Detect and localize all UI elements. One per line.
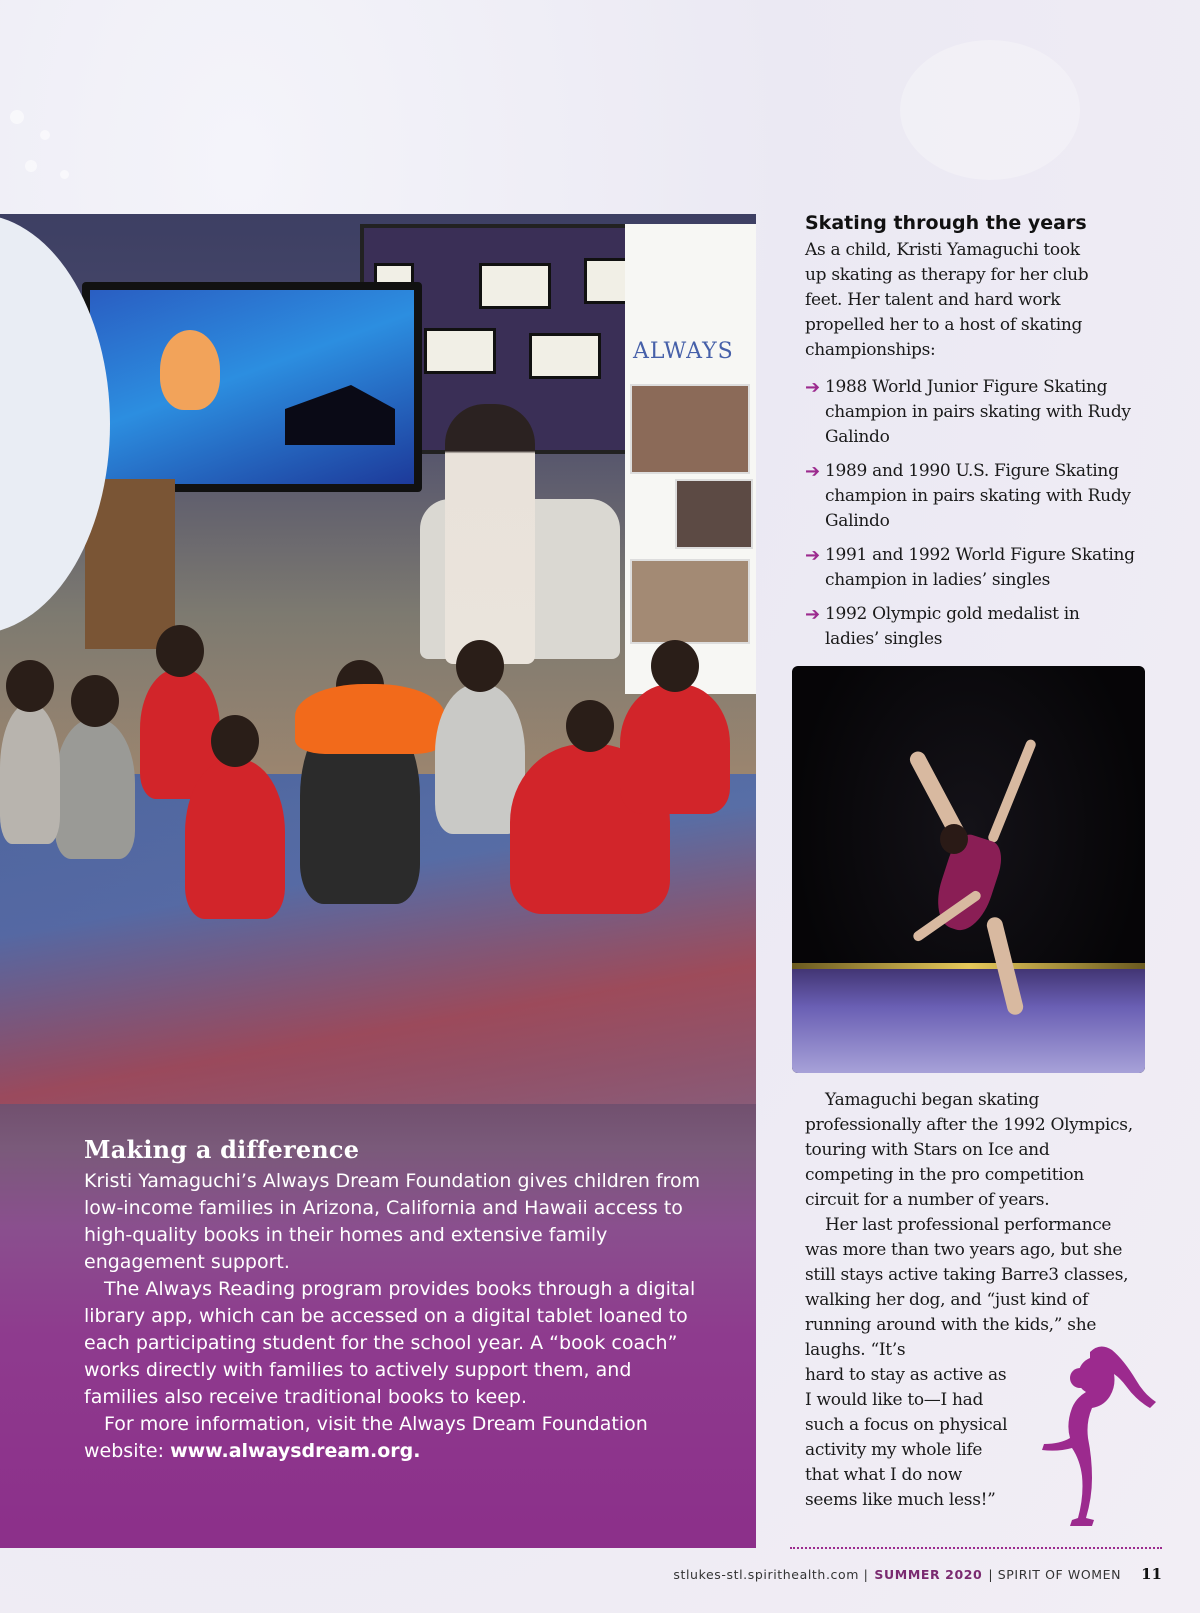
arrow-right-icon: ➔ — [805, 604, 820, 625]
piano-graphic — [285, 385, 395, 445]
sidebar-intro: As a child, Kristi Yamaguchi took up skating as therapy for her club feet. Her talent and hard work propelled her to a host of skating championships: — [805, 240, 1089, 360]
background-bokeh — [900, 40, 1080, 180]
making-difference-section — [84, 1135, 704, 1465]
background-bokeh — [10, 110, 24, 124]
paragraph: For more information, visit the Always Dream Foundation website: www.alwaysdream.org. — [84, 1413, 648, 1462]
foundation-website-link[interactable]: www.alwaysdream.org. — [170, 1440, 421, 1462]
paragraph: The Always Reading program provides books through a digital library app, which can be accessed on a digital tablet loaned to each participating student for the school year. A “book coach” works directly with families to actively support them, and families also receive traditional books to keep. — [84, 1278, 696, 1408]
list-item: ➔ 1989 and 1990 U.S. Figure Skating champion in pairs skating with Rudy Galindo — [805, 461, 1131, 531]
child-figure — [620, 684, 730, 814]
paragraph: Kristi Yamaguchi’s Always Dream Foundation gives children from low-income families in Arizona, California and Hawaii access to high-quality books in their homes and extensive family engagement support. — [84, 1170, 701, 1273]
section-body — [84, 1168, 704, 1465]
paragraph: Her last professional performance was more than two years ago, but she still stays active taking Barre3 classes, walking her dog, and “just kind of running around with the kids,” she laughs. “It’s — [805, 1215, 1129, 1360]
list-item: ➔ 1992 Olympic gold medalist in ladies’ singles — [805, 604, 1080, 649]
section-heading: Making a difference — [84, 1135, 360, 1164]
list-item: ➔ 1991 and 1992 World Figure Skating champion in ladies’ singles — [805, 545, 1135, 590]
footer-site: stlukes-stl.spirithealth.com | — [673, 1567, 869, 1582]
championship-list — [805, 375, 1135, 661]
foundation-banner — [625, 224, 756, 694]
arrow-right-icon: ➔ — [805, 461, 820, 482]
banner-word: ALWAYS — [633, 339, 734, 364]
reader-figure — [445, 404, 535, 664]
background-bokeh — [40, 130, 50, 140]
skater-silhouette-icon — [1020, 1340, 1170, 1550]
cartoon-cat — [160, 330, 220, 410]
child-figure — [295, 684, 445, 754]
child-figure — [0, 704, 60, 844]
skater-photo — [792, 666, 1145, 1073]
child-figure — [185, 759, 285, 919]
paragraph-continued: hard to stay as active as I would like to—I had such a focus on physical activity my whole life that what I do now seems like much less!” — [805, 1365, 1008, 1510]
page-number: 11 — [1141, 1565, 1162, 1583]
child-figure — [55, 719, 135, 859]
background-bokeh — [60, 170, 69, 179]
footer-divider — [790, 1547, 1162, 1549]
ice-surface — [792, 963, 1145, 1073]
tv-screen — [82, 282, 422, 492]
paragraph: Yamaguchi began skating professionally after the 1992 Olympics, touring with Stars on Ice and competing in the pro competition circuit for a number of years. — [805, 1090, 1133, 1210]
list-item: ➔ 1988 World Junior Figure Skating champion in pairs skating with Rudy Galindo — [805, 377, 1131, 447]
sidebar-heading: Skating through the years — [805, 212, 1087, 234]
footer-magazine: | SPIRIT OF WOMEN — [988, 1567, 1122, 1582]
arrow-right-icon: ➔ — [805, 545, 820, 566]
arrow-right-icon: ➔ — [805, 377, 820, 398]
footer-issue: SUMMER 2020 — [874, 1567, 983, 1582]
background-bokeh — [25, 160, 37, 172]
page-footer — [673, 1565, 1162, 1583]
rink-rail — [792, 963, 1145, 969]
